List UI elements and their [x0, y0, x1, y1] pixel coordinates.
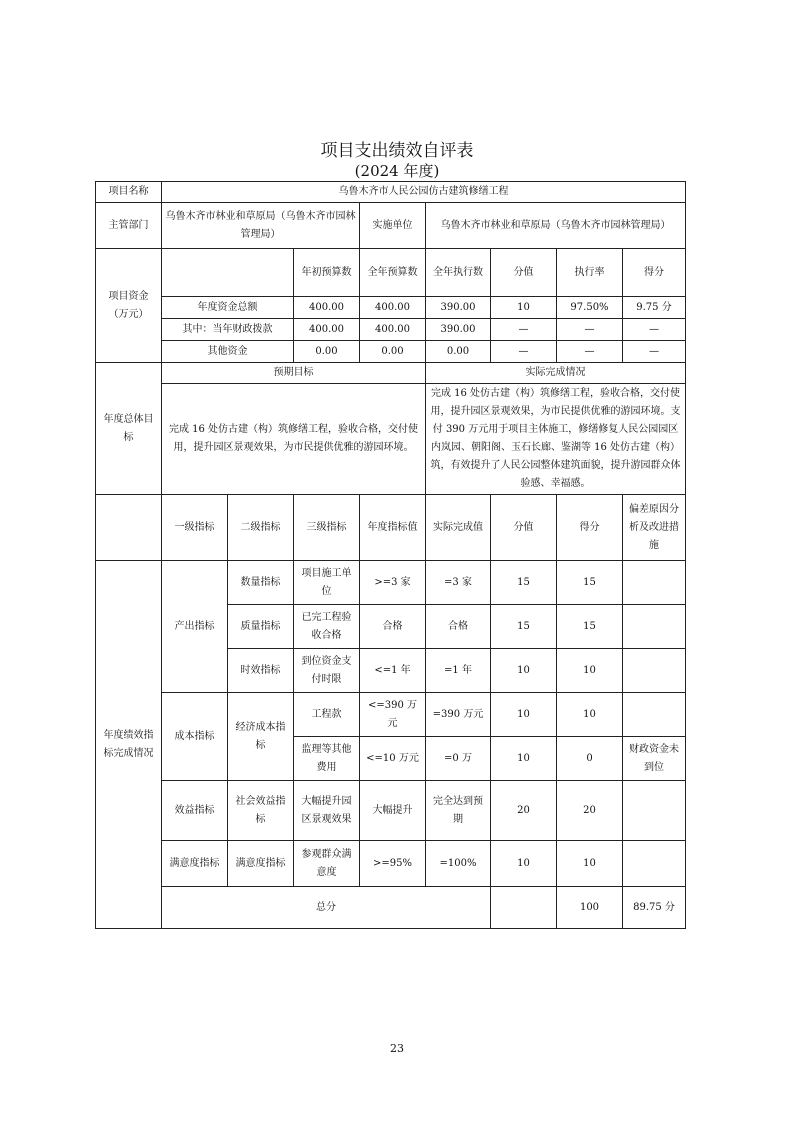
actual-cell: 合格 [426, 605, 491, 649]
indicator-row [96, 693, 686, 737]
funds-label: 项目资金（万元） [96, 249, 162, 363]
funds-cell: — [623, 319, 686, 341]
target-cell: <=1 年 [360, 649, 426, 693]
funds-header-row [96, 249, 686, 297]
goals-expected-header: 预期目标 [162, 363, 426, 384]
funds-cell: 400.00 [360, 319, 426, 341]
page-title: 项目支出绩效自评表 [320, 141, 474, 161]
actual-cell: =0 万 [426, 737, 491, 781]
total-weight: 100 [557, 887, 623, 929]
target-cell: >=3 家 [360, 561, 426, 605]
remark-cell [623, 561, 686, 605]
level2-cell: 社会效益指标 [228, 781, 294, 841]
goals-expected-text: 完成 16 处仿古建（构）筑修缮工程，验收合格，交付使用，提升园区景观效果，为市民提供优雅的游园环境。 [162, 384, 426, 495]
level3-cell: 已完工程验收合格 [294, 605, 360, 649]
level2-cell: 时效指标 [228, 649, 294, 693]
page-subtitle: (2024 年度) [354, 162, 440, 180]
evaluation-table [95, 181, 686, 929]
funds-cell: 10 [491, 297, 557, 319]
funds-cell: 400.00 [294, 297, 360, 319]
actual-cell: 完全达到预期 [426, 781, 491, 841]
funds-row [96, 341, 686, 363]
score-cell: 0 [557, 737, 623, 781]
goals-content-row [96, 384, 686, 495]
indicators-label: 年度绩效指标完成情况 [96, 561, 162, 929]
level3-cell: 参观群众满意度 [294, 841, 360, 887]
target-cell: >=95% [360, 841, 426, 887]
goals-actual-header: 实际完成情况 [426, 363, 686, 384]
funds-row [96, 319, 686, 341]
funds-cell: 390.00 [426, 319, 491, 341]
funds-header-weight: 分值 [491, 249, 557, 297]
weight-cell: 10 [491, 693, 557, 737]
funds-cell: 9.75 分 [623, 297, 686, 319]
indicator-row [96, 781, 686, 841]
remark-cell [623, 605, 686, 649]
actual-cell: =1 年 [426, 649, 491, 693]
level3-cell: 到位资金支付时限 [294, 649, 360, 693]
remark-cell [623, 781, 686, 841]
header-remark: 偏差原因分析及改进措施 [623, 495, 686, 561]
funds-cell: 97.50% [557, 297, 623, 319]
project-name-label: 项目名称 [96, 182, 162, 203]
funds-cell: — [491, 319, 557, 341]
total-row [96, 887, 686, 929]
weight-cell: 15 [491, 605, 557, 649]
weight-cell: 15 [491, 561, 557, 605]
remark-cell [623, 841, 686, 887]
header-target: 年度指标值 [360, 495, 426, 561]
header-weight: 分值 [491, 495, 557, 561]
indicator-row [96, 561, 686, 605]
satisfaction-indicator-label: 满意度指标 [162, 841, 228, 887]
weight-cell: 20 [491, 781, 557, 841]
target-cell: 大幅提升 [360, 781, 426, 841]
dept-row [96, 203, 686, 249]
level2-cell: 数量指标 [228, 561, 294, 605]
funds-cell: 0.00 [360, 341, 426, 363]
funds-cell: — [623, 341, 686, 363]
level3-cell: 大幅提升园区景观效果 [294, 781, 360, 841]
indicators-header-row [96, 495, 686, 561]
output-indicator-label: 产出指标 [162, 561, 228, 693]
goals-header-row [96, 363, 686, 384]
funds-row-name: 其中：当年财政拨款 [162, 319, 294, 341]
goals-label: 年度总体目标 [96, 363, 162, 495]
score-cell: 10 [557, 649, 623, 693]
header-actual: 实际完成值 [426, 495, 491, 561]
target-cell: <=390 万元 [360, 693, 426, 737]
actual-cell: =100% [426, 841, 491, 887]
weight-cell: 10 [491, 841, 557, 887]
header-level2: 二级指标 [228, 495, 294, 561]
header-level1: 一级指标 [162, 495, 228, 561]
score-cell: 10 [557, 841, 623, 887]
funds-cell: 0.00 [294, 341, 360, 363]
level2-cell: 经济成本指标 [228, 693, 294, 781]
funds-header-executed: 全年执行数 [426, 249, 491, 297]
page-number: 23 [390, 1042, 404, 1055]
funds-cell: 390.00 [426, 297, 491, 319]
score-cell: 20 [557, 781, 623, 841]
impl-unit-value: 乌鲁木齐市林业和草原局（乌鲁木齐市园林管理局） [426, 203, 686, 249]
benefit-indicator-label: 效益指标 [162, 781, 228, 841]
target-cell: 合格 [360, 605, 426, 649]
funds-cell: — [557, 341, 623, 363]
score-cell: 15 [557, 605, 623, 649]
cost-indicator-label: 成本指标 [162, 693, 228, 781]
funds-cell: — [557, 319, 623, 341]
score-cell: 10 [557, 693, 623, 737]
funds-cell: 400.00 [360, 297, 426, 319]
weight-cell: 10 [491, 737, 557, 781]
level3-cell: 监理等其他费用 [294, 737, 360, 781]
indicator-row [96, 841, 686, 887]
actual-cell: =390 万元 [426, 693, 491, 737]
indicators-header-blank [96, 495, 162, 561]
remark-cell [623, 649, 686, 693]
funds-cell: — [491, 341, 557, 363]
dept-label: 主管部门 [96, 203, 162, 249]
funds-cell: 0.00 [426, 341, 491, 363]
funds-cell: 400.00 [294, 319, 360, 341]
level3-cell: 项目施工单位 [294, 561, 360, 605]
funds-row-name: 年度资金总额 [162, 297, 294, 319]
funds-header-rate: 执行率 [557, 249, 623, 297]
project-name-row [96, 182, 686, 203]
funds-row [96, 297, 686, 319]
funds-header-blank [162, 249, 294, 297]
level3-cell: 工程款 [294, 693, 360, 737]
total-label: 总分 [162, 887, 491, 929]
header-level3: 三级指标 [294, 495, 360, 561]
target-cell: <=10 万元 [360, 737, 426, 781]
funds-row-name: 其他资金 [162, 341, 294, 363]
total-score: 89.75 分 [623, 887, 686, 929]
weight-cell: 10 [491, 649, 557, 693]
funds-header-score: 得分 [623, 249, 686, 297]
project-name-value: 乌鲁木齐市人民公园仿古建筑修缮工程 [162, 182, 686, 203]
dept-value: 乌鲁木齐市林业和草原局（乌鲁木齐市园林管理局） [162, 203, 360, 249]
funds-header-year: 全年预算数 [360, 249, 426, 297]
level2-cell: 满意度指标 [228, 841, 294, 887]
remark-cell: 财政资金未到位 [623, 737, 686, 781]
level2-cell: 质量指标 [228, 605, 294, 649]
header-score: 得分 [557, 495, 623, 561]
goals-actual-text: 完成 16 处仿古建（构）筑修缮工程，验收合格，交付使用，提升园区景观效果，为市民提供优雅的游园环境。支付 390 万元用于项目主体施工，修缮修复人民公园园区内岚园、朝阳阁、玉石长廊、鉴湖等 16 处仿古建（构）筑，有效提升了人民公园整体建筑面貌，提升游园群众体验感、幸福感。 [426, 384, 686, 495]
remark-cell [623, 693, 686, 737]
score-cell: 15 [557, 561, 623, 605]
actual-cell: =3 家 [426, 561, 491, 605]
impl-unit-label: 实施单位 [360, 203, 426, 249]
funds-header-initial: 年初预算数 [294, 249, 360, 297]
total-blank [491, 887, 557, 929]
